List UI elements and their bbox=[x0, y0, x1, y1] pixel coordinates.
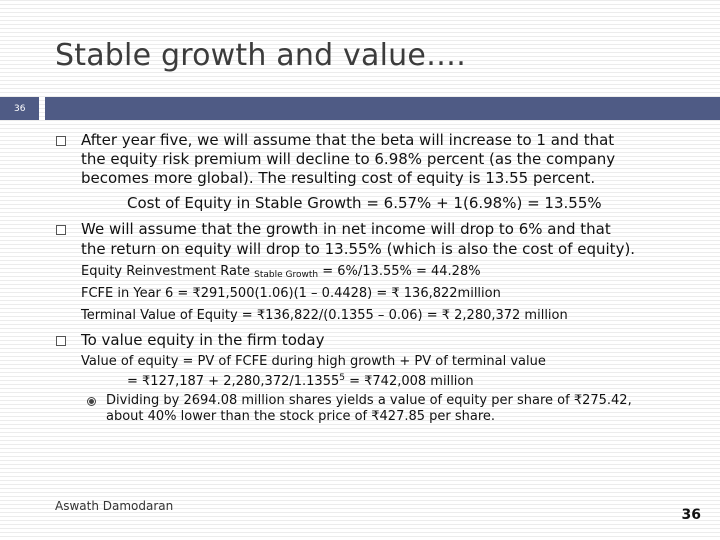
title-divider-bar bbox=[45, 97, 720, 120]
cost-of-equity-formula: Cost of Equity in Stable Growth = 6.57% + 1(6.98%) = 13.55% bbox=[127, 194, 602, 212]
bullet-1-line-3: becomes more global). The resulting cost of equity is 13.55 percent. bbox=[81, 169, 596, 187]
circle-bullet-icon bbox=[87, 397, 96, 406]
terminal-value-line: Terminal Value of Equity = ₹136,822/(0.1355 – 0.06) = ₹ 2,280,372 million bbox=[81, 308, 568, 323]
square-bullet-icon bbox=[56, 336, 66, 346]
bullet-2-line-1: We will assume that the growth in net income will drop to 6% and that bbox=[81, 220, 611, 238]
fcfe-year-6-line: FCFE in Year 6 = ₹291,500(1.06)(1 – 0.4428) = ₹ 136,822million bbox=[81, 286, 501, 301]
reinvestment-rate-value: = 6%/13.55% = 44.28% bbox=[318, 264, 481, 279]
slide-title: Stable growth and value…. bbox=[55, 38, 466, 73]
dividing-line-2: about 40% lower than the stock price of ₹427.85 per share. bbox=[106, 409, 496, 424]
value-of-equity-result: = ₹742,008 million bbox=[344, 374, 474, 389]
page-number: 36 bbox=[681, 507, 701, 523]
bullet-2-line-2: the return on equity will drop to 13.55% (which is also the cost of equity). bbox=[81, 240, 636, 258]
exponent: 5 bbox=[339, 373, 345, 383]
dividing-line-1: Dividing by 2694.08 million shares yields a value of equity per share of ₹275.42, bbox=[106, 393, 632, 408]
footer-author: Aswath Damodaran bbox=[55, 499, 174, 513]
reinvestment-rate-label: Equity Reinvestment Rate bbox=[81, 264, 255, 279]
bullet-1-line-1: After year five, we will assume that the beta will increase to 1 and that bbox=[81, 131, 615, 149]
bullet-3-line-1: To value equity in the firm today bbox=[81, 331, 325, 349]
square-bullet-icon bbox=[56, 136, 66, 146]
square-bullet-icon bbox=[56, 225, 66, 235]
reinvestment-rate-subscript: Stable Growth bbox=[254, 270, 319, 280]
value-of-equity-line-1: Value of equity = PV of FCFE during high growth + PV of terminal value bbox=[81, 354, 546, 369]
bullet-1-line-2: the equity risk premium will decline to 6.98% percent (as the company bbox=[81, 150, 616, 168]
value-of-equity-calc: = ₹127,187 + 2,280,372/1.1355 bbox=[127, 374, 340, 389]
value-of-equity-line-2 bbox=[127, 370, 474, 390]
slide-number-badge: 36 bbox=[0, 97, 39, 120]
